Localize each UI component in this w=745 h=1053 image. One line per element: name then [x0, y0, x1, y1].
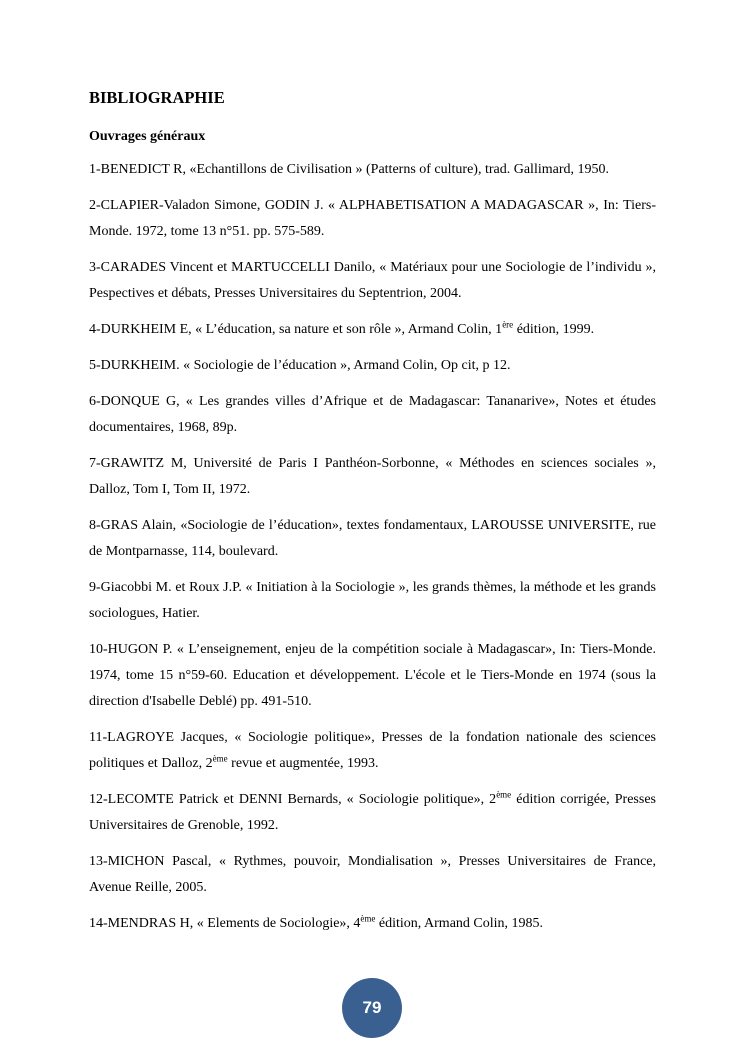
bibliography-page — [89, 86, 656, 947]
entry-text: 7-GRAWITZ M, Université de Paris I Panthéon-Sorbonne, « Méthodes en sciences sociales », Dalloz, Tom I, Tom II, 1972. — [89, 456, 656, 497]
entry-text: édition, Armand Colin, 1985. — [375, 916, 544, 931]
entry-text: 11-LAGROYE Jacques, « Sociologie politique», Presses de la fondation nationale des sciences politiques et Dalloz, 2 — [89, 730, 656, 771]
page-title: BIBLIOGRAPHIE — [89, 88, 225, 107]
bibliography-entry — [89, 575, 656, 627]
bibliography-entry — [89, 787, 656, 839]
entry-text: 8-GRAS Alain, «Sociologie de l’éducation», textes fondamentaux, LAROUSSE UNIVERSITE, rue de Montparnasse, 114, boulevard. — [89, 518, 656, 559]
page-number-badge — [342, 978, 402, 1038]
bibliography-entry — [89, 911, 656, 937]
entry-text: 10-HUGON P. « L’enseignement, enjeu de la compétition sociale à Madagascar», In: Tiers-Monde. 1974, tome 15 n°59-60. Education et développement. L'école et le Tiers-Monde en 1974 (sous la direction d'Isabelle Deblé) pp. 491-510. — [89, 642, 656, 709]
bibliography-entry — [89, 637, 656, 715]
bibliography-list — [89, 157, 656, 937]
bibliography-entry — [89, 451, 656, 503]
edition-superscript: ème — [212, 753, 228, 764]
bibliography-entry — [89, 193, 656, 245]
bibliography-entry — [89, 255, 656, 307]
bibliography-entry — [89, 389, 656, 441]
bibliography-entry — [89, 513, 656, 565]
entry-text: 5-DURKHEIM. « Sociologie de l’éducation », Armand Colin, Op cit, p 12. — [89, 358, 511, 373]
bibliography-entry — [89, 849, 656, 901]
entry-text: 6-DONQUE G, « Les grandes villes d’Afrique et de Madagascar: Tananarive», Notes et études documentaires, 1968, 89p. — [89, 394, 656, 435]
bibliography-entry — [89, 157, 656, 183]
bibliography-entry — [89, 317, 656, 343]
entry-text: 9-Giacobbi M. et Roux J.P. « Initiation à la Sociologie », les grands thèmes, la méthode et les grands sociologues, Hatier. — [89, 580, 656, 621]
entry-text: 12-LECOMTE Patrick et DENNI Bernards, « Sociologie politique», 2 — [89, 792, 497, 807]
bibliography-entry — [89, 353, 656, 379]
edition-superscript: ème — [360, 913, 376, 924]
bibliography-entry — [89, 725, 656, 777]
edition-superscript: ème — [496, 789, 512, 800]
entry-text: édition, 1999. — [513, 322, 595, 337]
entry-text: 1-BENEDICT R, «Echantillons de Civilisation » (Patterns of culture), trad. Gallimard, 1950. — [89, 162, 609, 177]
entry-text: 14-MENDRAS H, « Elements de Sociologie», 4 — [89, 916, 361, 931]
entry-text: revue et augmentée, 1993. — [227, 756, 379, 771]
entry-text: 13-MICHON Pascal, « Rythmes, pouvoir, Mondialisation », Presses Universitaires de France, Avenue Reille, 2005. — [89, 854, 656, 895]
entry-text: 4-DURKHEIM E, « L’éducation, sa nature et son rôle », Armand Colin, 1 — [89, 322, 503, 337]
section-heading: Ouvrages généraux — [89, 129, 206, 144]
page-number: 79 — [362, 998, 382, 1017]
entry-text: édition corrigée, Presses Universitaires de Grenoble, 1992. — [89, 792, 656, 833]
entry-text: 2-CLAPIER-Valadon Simone, GODIN J. « ALPHABETISATION A MADAGASCAR », In: Tiers-Monde. 1972, tome 13 n°51. pp. 575-589. — [89, 198, 656, 239]
entry-text: 3-CARADES Vincent et MARTUCCELLI Danilo, « Matériaux pour une Sociologie de l’individu », Pespectives et débats, Presses Universitaires du Septentrion, 2004. — [89, 260, 656, 301]
edition-superscript: ère — [502, 319, 514, 330]
